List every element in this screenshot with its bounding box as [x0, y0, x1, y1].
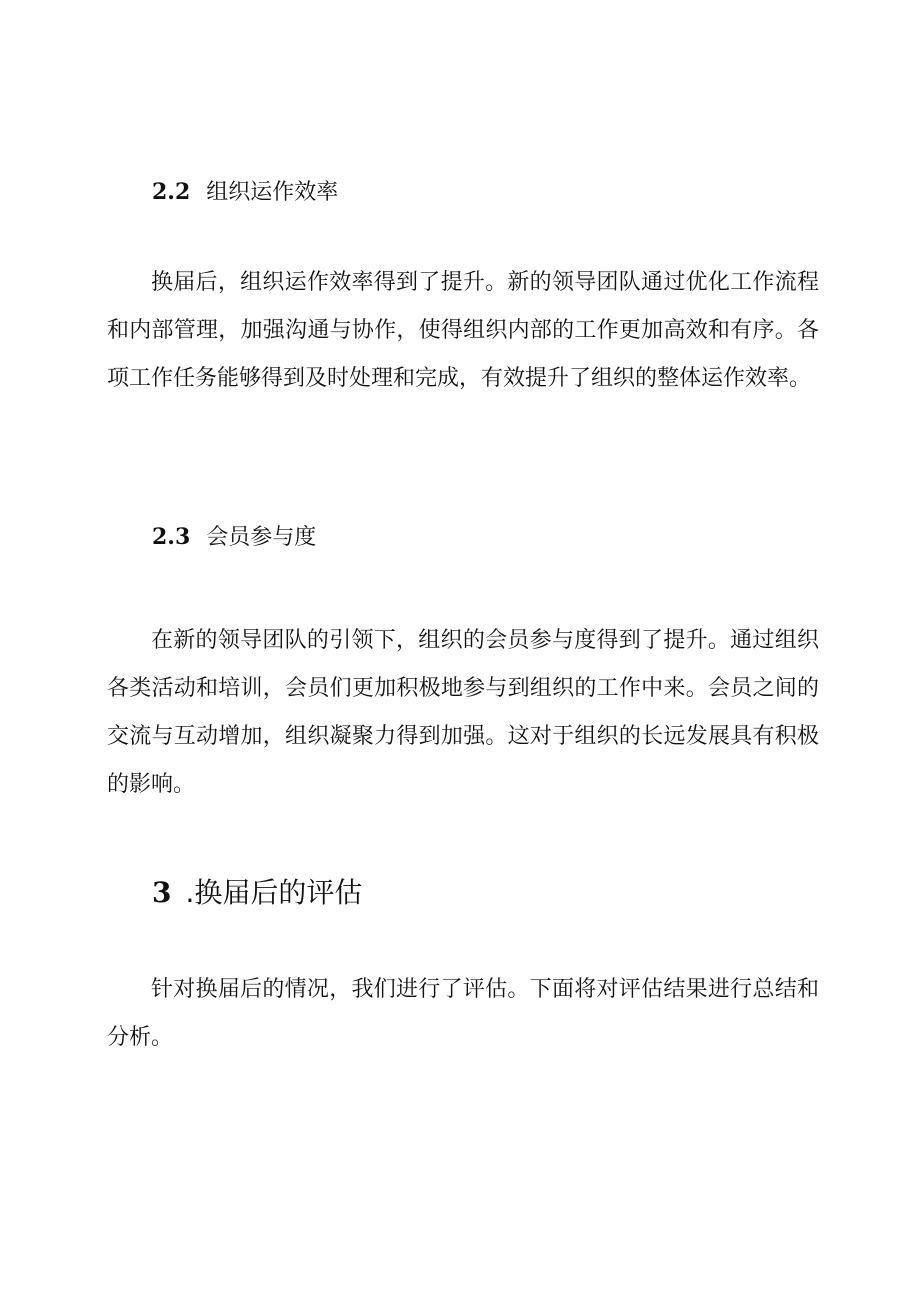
section-title: .换届后的评估	[185, 876, 363, 909]
section-number: 2.2	[152, 179, 191, 205]
section-number: 2.3	[152, 524, 191, 550]
section-heading-2-3	[152, 522, 316, 553]
section-title: 组织运作效率	[206, 180, 339, 205]
section-paragraph-2-3: 在新的领导团队的引领下，组织的会员参与度得到了提升。通过组织各类活动和培训，会员们更加积极地参与到组织的工作中来。会员之间的交流与互动增加，组织凝聚力得到加强。这对于组织的长远发展具有积极的影响。	[107, 628, 819, 797]
section-number: 3	[152, 876, 172, 909]
section-paragraph-3: 针对换届后的情况，我们进行了评估。下面将对评估结果进行总结和分析。	[107, 977, 819, 1050]
section-paragraph-2-2: 换届后，组织运作效率得到了提升。新的领导团队通过优化工作流程和内部管理，加强沟通与协作，使得组织内部的工作更加高效和有序。各项工作任务能够得到及时处理和完成，有效提升了组织的整体运作效率。	[107, 270, 819, 391]
section-heading-3	[152, 875, 362, 911]
section-heading-2-2	[152, 177, 338, 208]
section-title: 会员参与度	[206, 525, 317, 550]
